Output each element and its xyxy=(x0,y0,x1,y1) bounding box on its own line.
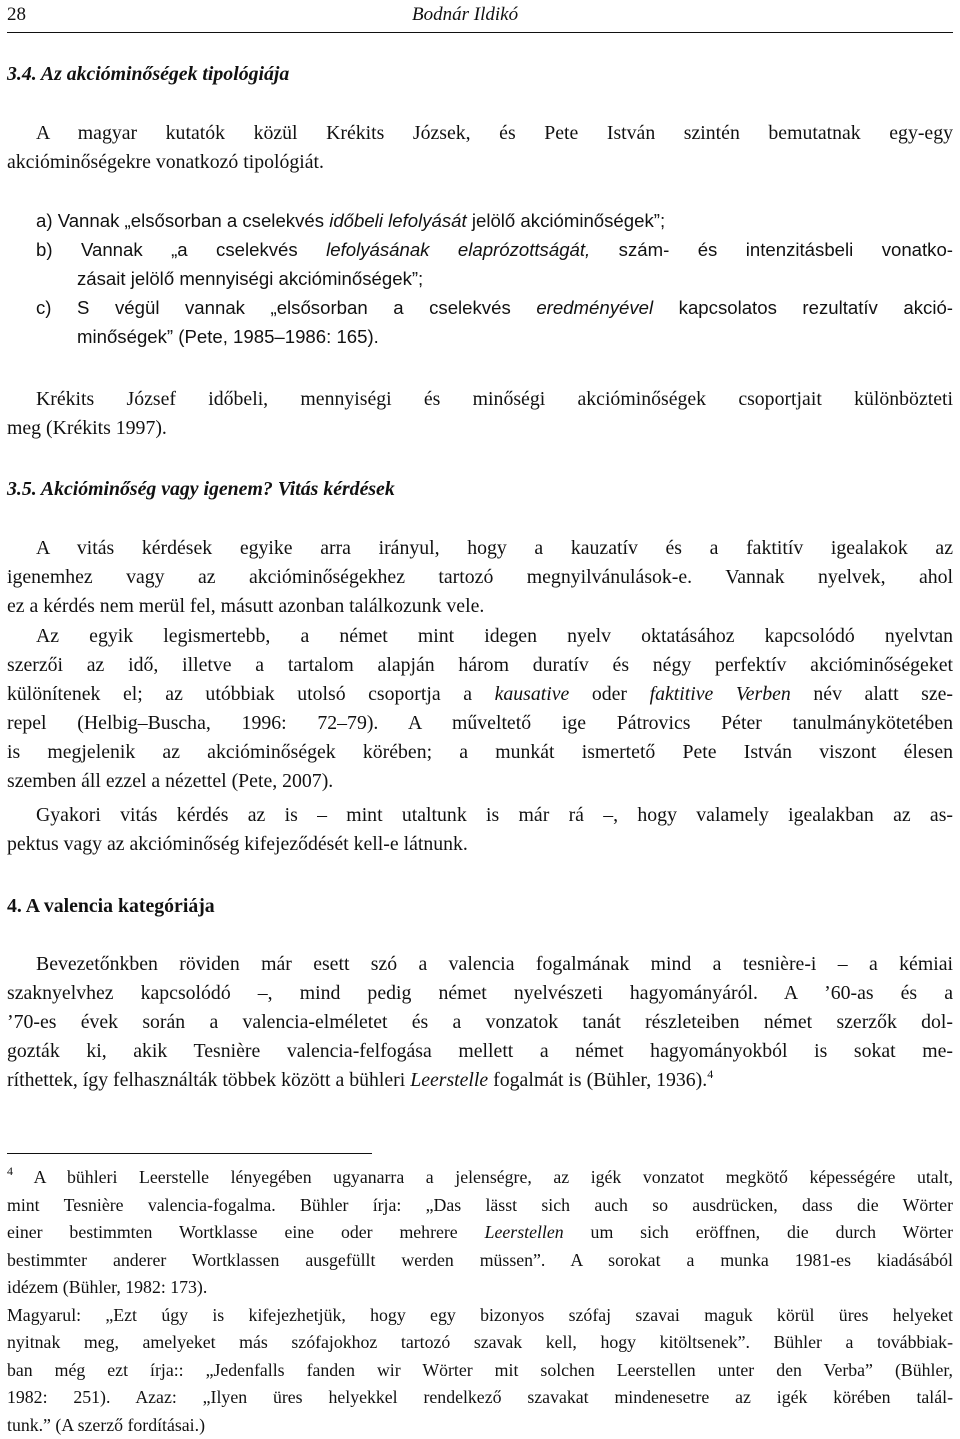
text-run: oder xyxy=(592,683,627,705)
list-emphasis: időbeli lefolyását xyxy=(329,210,466,231)
footnote-separator xyxy=(7,1153,372,1154)
text-line: Krékits József időbeli, mennyiségi és minőségi akcióminőségek csoportjait különbözteti xyxy=(7,385,953,414)
text-line: idézem (Bühler, 1982: 173). xyxy=(7,1274,953,1302)
list-item-c-continued: minőségek” (Pete, 1985–1986: 165). xyxy=(7,322,953,351)
text-run: A bühleri Leerstelle lényegében ugyanarra a jelenségre, az igék vonzatot megkötő képességére utalt, xyxy=(34,1167,953,1187)
text-line: is megjelenik az akcióminőségek körében; a munkát ismertető Pete István viszont élesen xyxy=(7,738,953,767)
text-run: um sich eröffnen, die durch Wörter xyxy=(591,1222,953,1242)
text-line: repel (Helbig–Buscha, 1996: 72–79). A műveltető ige Pátrovics Péter tanulmánykötetében xyxy=(7,709,953,738)
text-line: Az egyik legismertebb, a német mint idegen nyelv oktatásához kapcsolódó nyelvtan xyxy=(7,622,953,651)
text-emphasis: Leerstelle xyxy=(410,1069,488,1091)
text-line: A vitás kérdések egyike arra irányul, hogy a kauzatív és a faktitív igealakok az xyxy=(7,534,953,563)
text-line: meg (Krékits 1997). xyxy=(7,414,953,443)
page-number: 28 xyxy=(7,4,26,26)
list-text: b) Vannak „a cselekvés xyxy=(36,239,298,260)
text-line: Magyarul: „Ezt úgy is kifejezhetjük, hogy egy bizonyos szófaj szavai maguk körül üres helyeket xyxy=(7,1302,953,1330)
list-emphasis: lefolyásának elaprózottságát, xyxy=(326,239,590,260)
text-line: bestimmter anderer Wortklassen ausgefüllt werden müssen”. A sorokat a munka 1981-es kiadásából xyxy=(7,1247,953,1275)
text-line: mint Tesnière valencia-fogalma. Bühler írja: „Das lässt sich auch so ausdrücken, dass die Wörter xyxy=(7,1192,953,1220)
text-line: nyitnak meg, amelyeket más szófajokhoz tartozó szavak kell, hogy kitöltsenek”. Bühler a továbbiak- xyxy=(7,1329,953,1357)
text-run: név alatt sze- xyxy=(813,683,953,705)
text-line: ez a kérdés nem merül fel, másutt azonban találkozunk vele. xyxy=(7,592,953,621)
text-line: akcióminőségekre vonatkozó tipológiát. xyxy=(7,148,953,177)
text-line: Gyakori vitás kérdés az is – mint utaltunk is már rá –, hogy valamely igealakban az as- xyxy=(7,801,953,830)
text-emphasis: Leerstellen xyxy=(485,1222,564,1242)
typology-list xyxy=(7,206,953,351)
text-line xyxy=(7,1066,953,1095)
section-3-5-title-sub: Vitás kérdések xyxy=(278,478,395,500)
text-run: különítenek el; az utóbbiak utolsó csoportja a xyxy=(7,683,472,705)
list-item-c xyxy=(7,293,953,322)
header-rule xyxy=(7,32,953,33)
text-line xyxy=(7,680,953,709)
section-3-5-paragraph-3 xyxy=(7,801,953,859)
text-line: ban még ezt írja:: „Jedenfalls fanden wir Wörter mit solchen Leerstellen unter den Verba” (Bühler, xyxy=(7,1357,953,1385)
list-emphasis: eredményével xyxy=(536,297,653,318)
text-line: szerzői az idő, illetve a tartalom alapján három duratív és négy perfektív akcióminőségeket xyxy=(7,651,953,680)
text-line xyxy=(7,1164,953,1192)
section-3-4-paragraph-2 xyxy=(7,385,953,443)
text-line xyxy=(7,1219,953,1247)
section-3-4-title: 3.4. Az akcióminőségek tipológiája xyxy=(7,60,953,89)
footnote-number: 4 xyxy=(7,1164,13,1178)
section-3-4-paragraph-1 xyxy=(7,119,953,177)
running-header xyxy=(7,4,953,30)
section-3-5-title xyxy=(7,475,953,504)
section-4-paragraph xyxy=(7,950,953,1095)
text-line: A magyar kutatók közül Krékits Józsek, és Pete István szintén bemutatnak egy-egy xyxy=(7,119,953,148)
list-text: jelölő akcióminőségek”; xyxy=(472,210,665,231)
section-3-5-title-main: 3.5. Akcióminőség vagy igenem? xyxy=(7,478,273,500)
text-line: ’70-es évek során a valencia-elméletet és a vonzatok tanát részleteiben német szerzők dol- xyxy=(7,1008,953,1037)
list-text: szám- és intenzitásbeli vonatko- xyxy=(619,239,953,260)
text-line: Bevezetőnkben röviden már esett szó a valencia fogalmának mind a tesnière-i – a kémiai xyxy=(7,950,953,979)
list-item-b-continued: zásait jelölő mennyiségi akcióminőségek”; xyxy=(7,264,953,293)
text-line: szaknyelvhez kapcsolódó –, mind pedig német nyelvészeti hagyományáról. A ’60-as és a xyxy=(7,979,953,1008)
text-emphasis: faktitive Verben xyxy=(650,683,791,705)
text-run: ríthettek, így felhasználták többek között a bühleri xyxy=(7,1069,405,1091)
list-text: c) S végül vannak „elsősorban a cselekvés xyxy=(36,297,511,318)
text-emphasis: kausative xyxy=(495,683,570,705)
text-line: pektus vagy az akcióminőség kifejeződését kell-e látnunk. xyxy=(7,830,953,859)
section-3-5-paragraph-2 xyxy=(7,622,953,796)
text-line: igenemhez vagy az akcióminőségekhez tartozó megnyilvánulások-e. Vannak nyelvek, ahol xyxy=(7,563,953,592)
list-item-b xyxy=(7,235,953,264)
text-run: fogalmát is (Bühler, 1936). xyxy=(493,1069,707,1091)
text-line: gozták ki, akik Tesnière valencia-felfogása mellett a német hagyományokból is sokat me- xyxy=(7,1037,953,1066)
text-line: tunk.” (A szerző fordításai.) xyxy=(7,1412,953,1439)
text-run: einer bestimmten Wortklasse eine oder mehrere xyxy=(7,1222,458,1242)
footnote-reference[interactable]: 4 xyxy=(707,1067,713,1081)
footnote-4 xyxy=(7,1164,953,1439)
list-text: a) Vannak „elsősorban a cselekvés xyxy=(36,210,324,231)
running-header-author: Bodnár Ildikó xyxy=(412,4,518,26)
section-4-title: 4. A valencia kategóriája xyxy=(7,892,953,921)
section-3-5-paragraph-1 xyxy=(7,534,953,621)
text-line: szemben áll ezzel a nézettel (Pete, 2007). xyxy=(7,767,953,796)
text-line: 1982: 251). Azaz: „Ilyen üres helyekkel rendelkező szavakat mindenesetre az igék körében talál- xyxy=(7,1384,953,1412)
list-text: kapcsolatos rezultatív akció- xyxy=(679,297,953,318)
list-item-a xyxy=(7,206,953,235)
